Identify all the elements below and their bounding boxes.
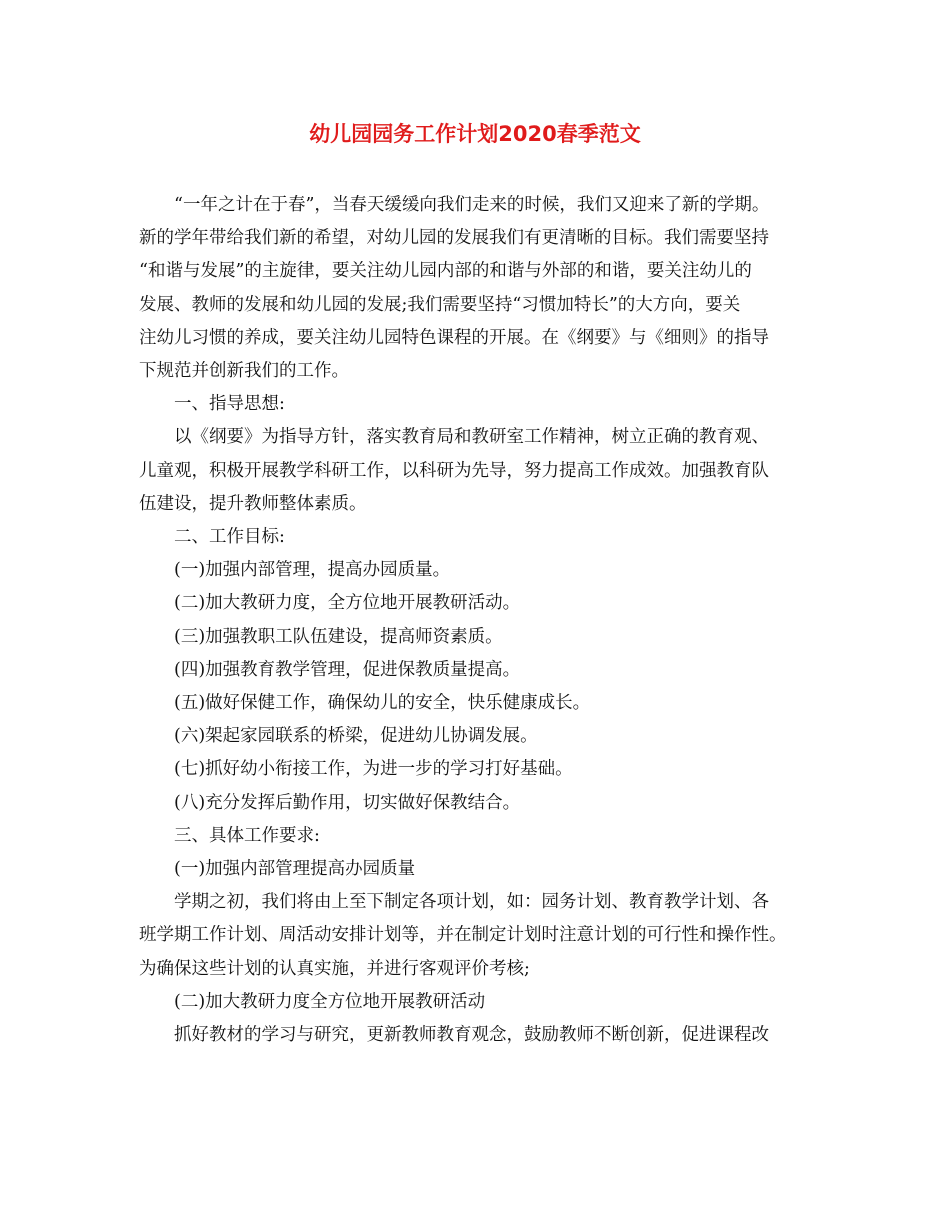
goal-item-3: (三)加强教职工队伍建设，提高师资素质。 [174,626,503,647]
goal-item-5: (五)做好保健工作，确保幼儿的安全，快乐健康成长。 [174,693,591,714]
requirement-heading-2: (二)加大教研力度全方位地开展教研活动 [174,991,486,1012]
requirement-2-line-1: 抓好教材的学习与研究，更新教师教育观念，鼓励教师不断创新，促进课程改 [174,1025,769,1046]
goal-item-7: (七)抓好幼小衔接工作，为进一步的学习打好基础。 [174,759,573,780]
section-heading-requirements: 三、具体工作要求: [174,825,320,846]
document-title: 幼儿园园务工作计划2020春季范文 [309,122,641,146]
requirement-1-line-3: 为确保这些计划的认真实施，并进行客观评价考核; [139,958,530,979]
intro-line-2: 新的学年带给我们新的希望，对幼儿园的发展我们有更清晰的目标。我们需要坚持 [139,228,769,249]
goal-item-8: (八)充分发挥后勤作用，切实做好保教结合。 [174,792,521,813]
section-heading-work-goals: 二、工作目标: [174,527,285,548]
intro-line-4: 发展、教师的发展和幼儿园的发展;我们需要坚持“习惯加特长”的大方向，要关 [139,294,741,315]
guiding-line-2: 儿童观，积极开展教学科研工作，以科研为先导，努力提高工作成效。加强教育队 [139,460,769,481]
requirement-1-line-2: 班学期工作计划、周活动安排计划等，并在制定计划时注意计划的可行性和操作性。 [139,925,787,946]
document-body [139,189,829,1052]
intro-line-5: 注幼儿习惯的养成，要关注幼儿园特色课程的开展。在《纲要》与《细则》的指导 [139,327,769,348]
intro-line-6: 下规范并创新我们的工作。 [139,361,349,382]
goal-item-4: (四)加强教育教学管理，促进保教质量提高。 [174,659,521,680]
section-heading-guiding-thought: 一、指导思想: [174,394,285,415]
requirement-heading-1: (一)加强内部管理提高办园质量 [174,859,416,880]
intro-line-1: “一年之计在于春”，当春天缓缓向我们走来的时候，我们又迎来了新的学期。 [174,195,770,215]
intro-line-3: “和谐与发展”的主旋律，要关注幼儿园内部的和谐与外部的和谐，要关注幼儿的 [139,261,752,282]
goal-item-2: (二)加大教研力度，全方位地开展教研活动。 [174,593,521,614]
goal-item-1: (一)加强内部管理，提高办园质量。 [174,560,451,581]
guiding-line-3: 伍建设，提升教师整体素质。 [139,493,367,514]
goal-item-6: (六)架起家园联系的桥梁，促进幼儿协调发展。 [174,726,538,747]
guiding-line-1: 以《纲要》为指导方针，落实教育局和教研室工作精神，树立正确的教育观、 [174,427,769,448]
requirement-1-line-1: 学期之初，我们将由上至下制定各项计划，如：园务计划、教育教学计划、各 [174,892,769,913]
